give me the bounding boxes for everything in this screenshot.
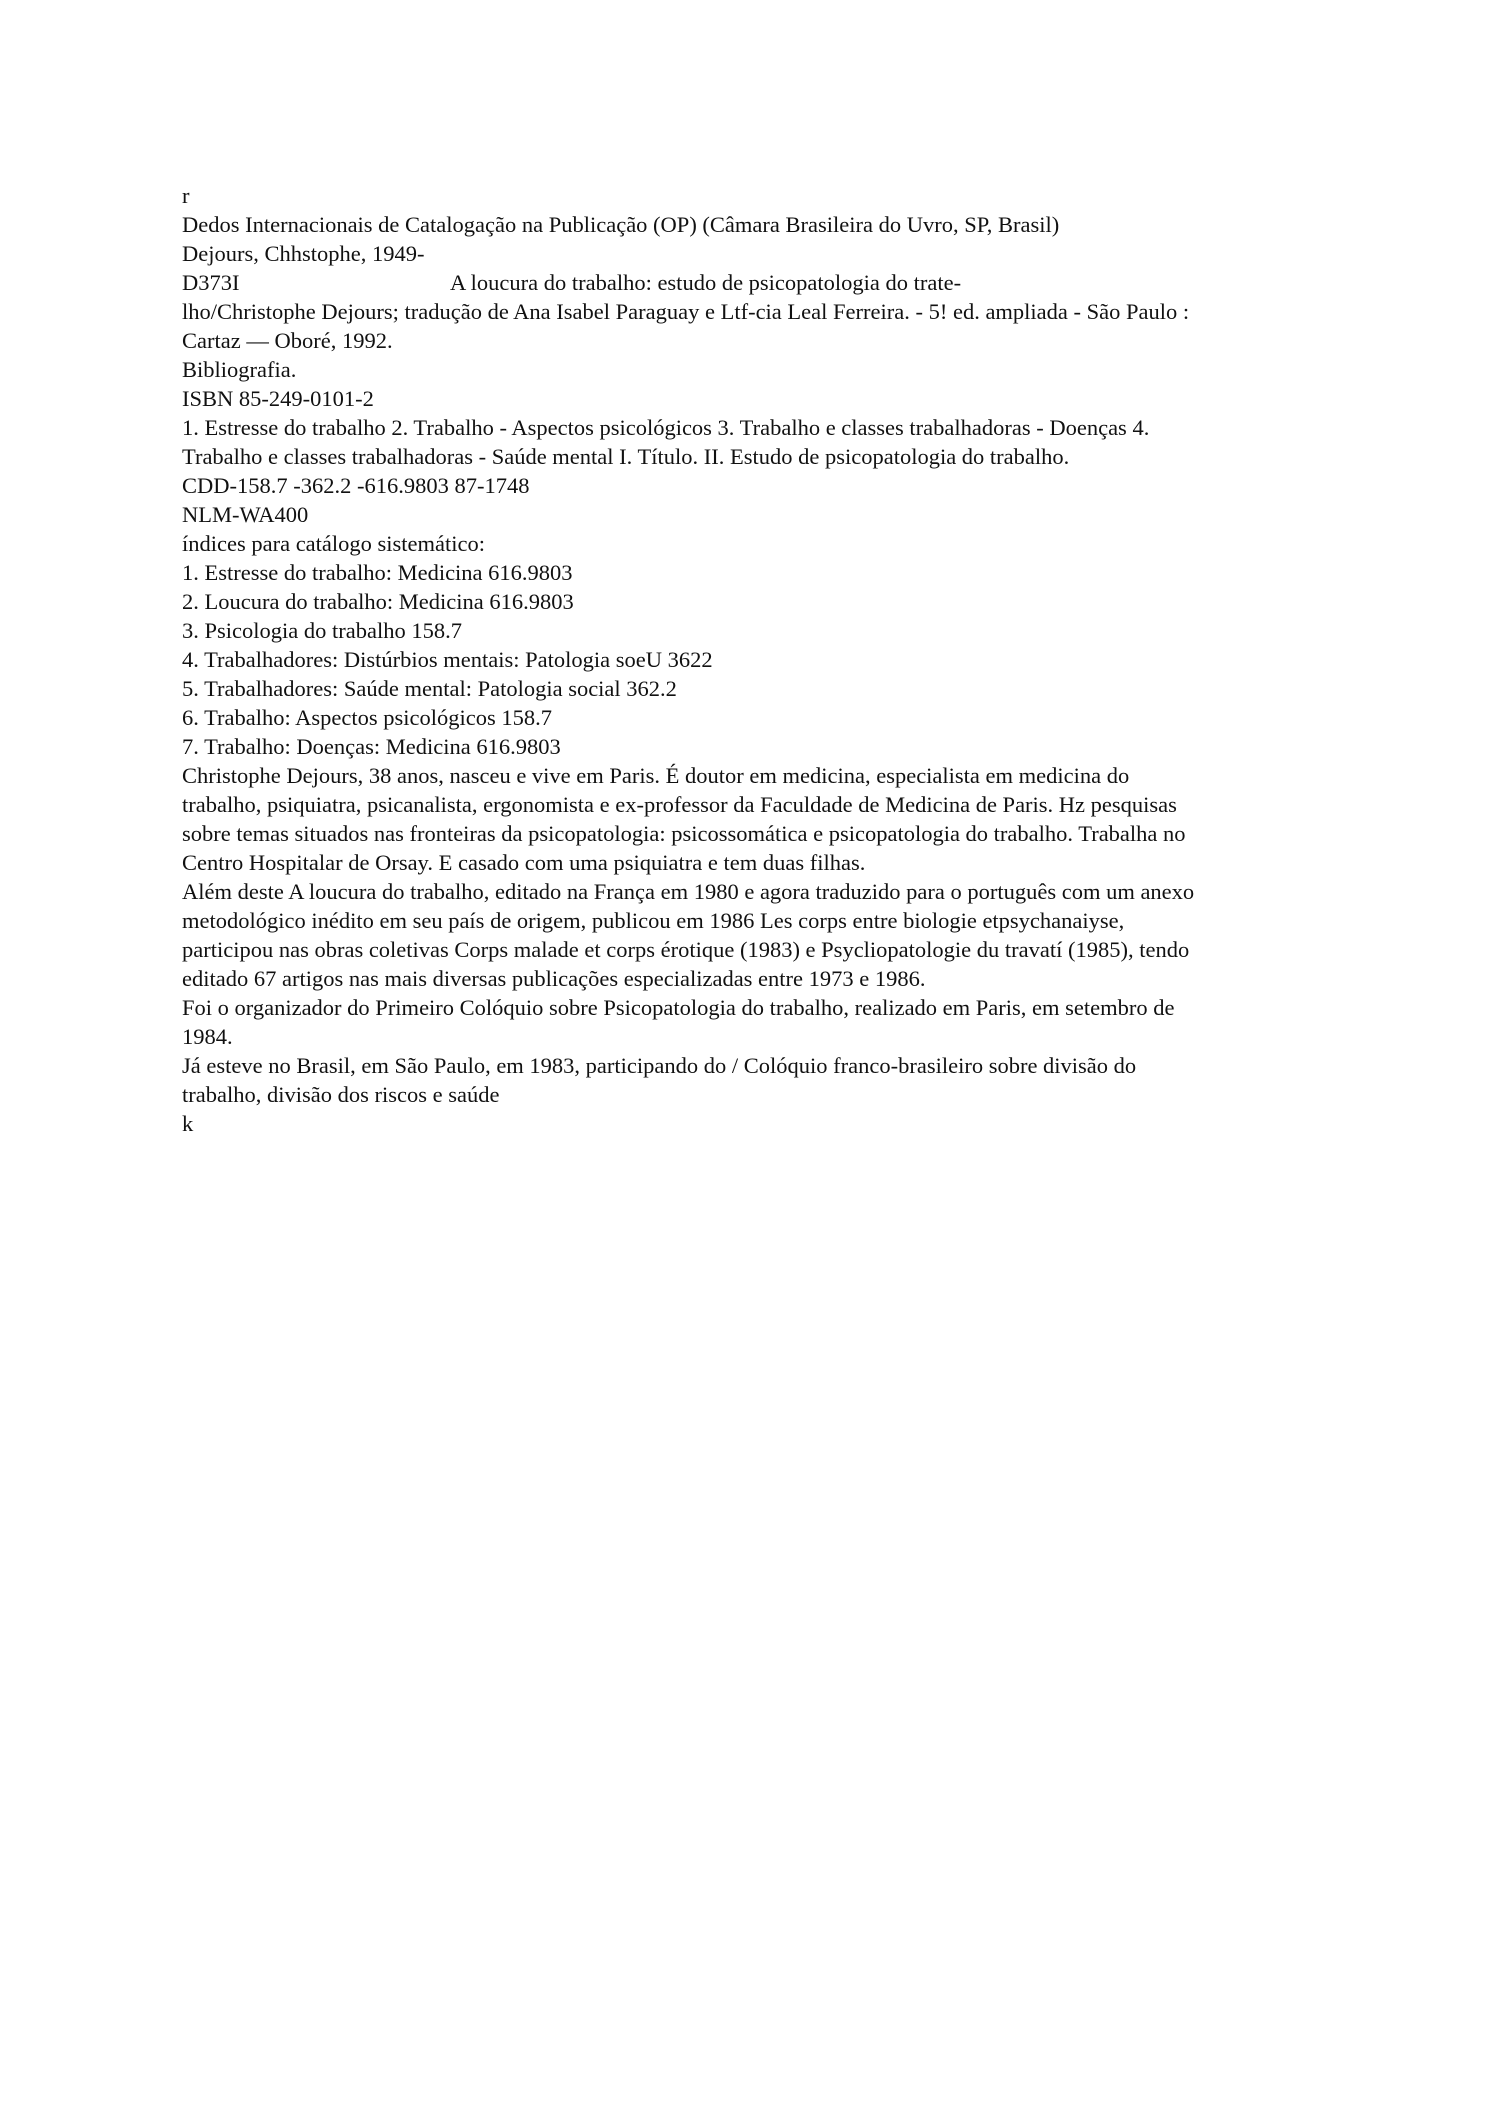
document-text xyxy=(182,181,1332,1138)
bio-line: 1984. xyxy=(182,1024,233,1049)
cip-subjects-line-2: Trabalho e classes trabalhadoras - Saúde mental I. Título. II. Estudo de psicopatologia do trabalho. xyxy=(182,444,1070,469)
bio-line: Já esteve no Brasil, em São Paulo, em 1983, participando do / Colóquio franco-brasileiro sobre divisão do xyxy=(182,1053,1137,1078)
cip-title-line xyxy=(182,268,1332,297)
index-item: 4. Trabalhadores: Distúrbios mentais: Patologia soeU 3622 xyxy=(182,647,713,672)
cip-title-start: A loucura do trabalho: estudo de psicopatologia do trate- xyxy=(450,270,962,295)
index-item: 3. Psicologia do trabalho 158.7 xyxy=(182,618,462,643)
bio-line: trabalho, divisão dos riscos e saúde xyxy=(182,1082,500,1107)
index-item: 6. Trabalho: Aspectos psicológicos 158.7 xyxy=(182,705,552,730)
bio-line: editado 67 artigos nas mais diversas publicações especializadas entre 1973 e 1986. xyxy=(182,966,926,991)
cip-subjects-line-1: 1. Estresse do trabalho 2. Trabalho - Aspectos psicológicos 3. Trabalho e classes trabalhadoras - Doenças 4. xyxy=(182,415,1150,440)
index-item: 2. Loucura do trabalho: Medicina 616.9803 xyxy=(182,589,574,614)
bio-paragraph-3 xyxy=(182,993,1332,1051)
bio-line: Foi o organizador do Primeiro Colóquio sobre Psicopatologia do trabalho, realizado em Paris, em setembro de xyxy=(182,995,1175,1020)
cip-call-number: D373I xyxy=(182,270,240,295)
cip-header: Dedos Internacionais de Catalogação na Publicação (OP) (Câmara Brasileira do Uvro, SP, Brasil) xyxy=(182,212,1060,237)
systematic-index xyxy=(182,529,1332,761)
bio-line: Além deste A loucura do trabalho, editado na França em 1980 e agora traduzido para o português com um anexo xyxy=(182,879,1195,904)
cip-author: Dejours, Chhstophe, 1949- xyxy=(182,241,425,266)
bio-paragraph-2 xyxy=(182,877,1332,993)
bio-line: trabalho, psiquiatra, psicanalista, ergonomista e ex-professor da Faculdade de Medicina de Paris. Hz pesquisas xyxy=(182,792,1177,817)
cip-cdd: CDD-158.7 -362.2 -616.9803 87-1748 xyxy=(182,473,530,498)
author-bio xyxy=(182,761,1332,1109)
bio-line: Christophe Dejours, 38 anos, nasceu e vive em Paris. É doutor em medicina, especialista em medicina do xyxy=(182,763,1130,788)
bio-paragraph-4 xyxy=(182,1051,1332,1109)
index-heading: índices para catálogo sistemático: xyxy=(182,531,486,556)
top-mark: r xyxy=(182,183,190,208)
index-item: 7. Trabalho: Doenças: Medicina 616.9803 xyxy=(182,734,561,759)
bio-line: Centro Hospitalar de Orsay. E casado com uma psiquiatra e tem duas filhas. xyxy=(182,850,866,875)
index-item: 5. Trabalhadores: Saúde mental: Patologia social 362.2 xyxy=(182,676,677,701)
bio-line: sobre temas situados nas fronteiras da psicopatologia: psicossomática e psicopatologia do trabalho. Trabalha no xyxy=(182,821,1186,846)
bio-paragraph-1 xyxy=(182,761,1332,877)
cip-bibliography: Bibliografia. xyxy=(182,357,297,382)
bio-line: metodológico inédito em seu país de origem, publicou em 1986 Les corps entre biologie etpsychanaiyse, xyxy=(182,908,1125,933)
index-item: 1. Estresse do trabalho: Medicina 616.9803 xyxy=(182,560,573,585)
cataloging-record xyxy=(182,210,1332,529)
cip-nlm: NLM-WA400 xyxy=(182,502,309,527)
cip-publisher: Cartaz — Oboré, 1992. xyxy=(182,328,393,353)
bio-line: participou nas obras coletivas Corps malade et corps érotique (1983) e Psycliopatologie du travatí (1985), tendo xyxy=(182,937,1190,962)
cip-isbn: ISBN 85-249-0101-2 xyxy=(182,386,374,411)
cip-title-continuation: lho/Christophe Dejours; tradução de Ana Isabel Paraguay e Ltf-cia Leal Ferreira. - 5! ed. ampliada - São Paulo : xyxy=(182,299,1190,324)
bottom-mark: k xyxy=(182,1111,194,1136)
